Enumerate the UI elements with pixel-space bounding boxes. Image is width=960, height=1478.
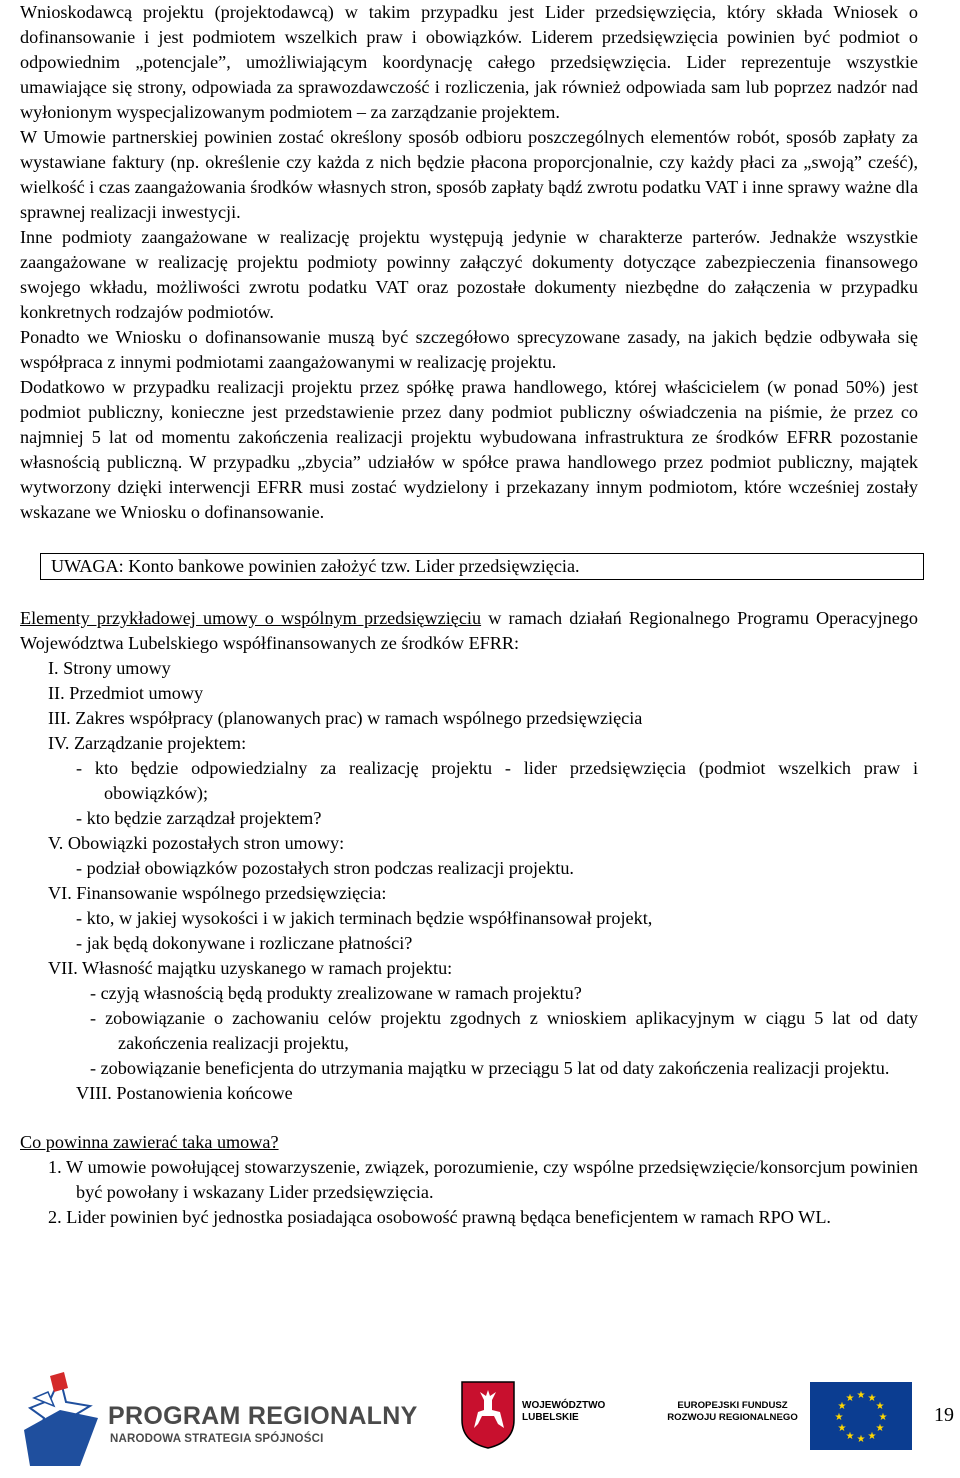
efrr-line1: EUROPEJSKI FUNDUSZ — [677, 1400, 788, 1411]
list-subitem: - jak będą dokonywane i rozliczane płatności? — [76, 933, 413, 953]
svg-text:★: ★ — [867, 1393, 877, 1404]
paragraph-ponadto: Ponadto we Wniosku o dofinansowanie muszą być szczegółowo sprecyzowane zasady, na jakich będzie odbywała się współpraca z innymi podmiotami zaangażowanymi w realizację projektu. — [20, 327, 918, 372]
list-item: II. Przedmiot umowy — [48, 683, 204, 703]
program-title: PROGRAM REGIONALNY — [108, 1402, 418, 1430]
wojewodztwo-line2: LUBELSKIE — [522, 1412, 579, 1423]
svg-text:★: ★ — [837, 1423, 847, 1434]
list-item: VII. Własność majątku uzyskanego w ramach projektu: — [48, 958, 453, 978]
answer-item: 1. W umowie powołującej stowarzyszenie, związek, porozumienie, czy wspólne przedsięwzięcie/konsorcjum powinien być powołany i wskazany Lider przedsięwzięcia. — [48, 1157, 918, 1202]
svg-text:★: ★ — [856, 1390, 866, 1401]
paragraph-dodatkowo: Dodatkowo w przypadku realizacji projektu przez spółkę prawa handlowego, której właścicielem (w ponad 50%) jest podmiot publiczny, konieczne jest przedstawienie przez dany podmiot publiczny oświadczenia na piśmie, że przez co najmniej 5 lat od momentu zakończenia realizacji projektu wybudowana infrastruktura ze środków EFRR pozostanie własnością publiczną. W przypadku „zbycia” udziałów w spółce prawa handlowego przez podmiot publiczny, majątek wytworzony dzięki interwencji EFRR musi zostać wydzielony i przekazany innym podmiotom, które wcześniej zostały wskazane we Wniosku o dofinansowanie. — [20, 377, 918, 522]
paragraph-lider: Wnioskodawcą projektu (projektodawcą) w takim przypadku jest Lider przedsięwzięcia, który składa Wniosek o dofinansowanie i jest podmiotem wszelkich praw i obowiązków. Liderem przedsięwzięcia powinien być podmiot o odpowiednim „potencjale”, umożliwiającym koordynację całego przedsięwzięcia. Lider reprezentuje wszystkie umawiające się strony, odpowiada za sprawozdawczość i rozliczenia, jak również odpowiada sam lub poprzez nadzór nad wyłonionym wyspecjalizowanym podmiotem – za zarządzanie projektem. — [20, 2, 918, 122]
list-subitem: - czyją własnością będą produkty zrealizowane w ramach projektu? — [90, 983, 582, 1003]
svg-text:★: ★ — [875, 1423, 885, 1434]
uwaga-box: UWAGA: Konto bankowe powinien założyć tzw. Lider przedsięwzięcia. — [40, 553, 924, 580]
svg-text:★: ★ — [845, 1431, 855, 1442]
list-item: I. Strony umowy — [48, 658, 171, 678]
list-subitem: - podział obowiązków pozostałych stron podczas realizacji projektu. — [76, 858, 574, 878]
program-subtitle: NARODOWA STRATEGIA SPÓJNOŚCI — [110, 1433, 324, 1445]
eu-flag-icon — [810, 1382, 912, 1450]
svg-text:★: ★ — [867, 1431, 877, 1442]
list-item: III. Zakres współpracy (planowanych prac) w ramach wspólnego przedsięwzięcia — [48, 708, 643, 728]
paragraph-inne-podmioty: Inne podmioty zaangażowane w realizację projektu występują jedynie w charakterze parterów. Jednakże wszystkie zaangażowane w realizację projektu podmioty powinny załączyć dokumenty dotyczące zabezpieczenia finansowego swojego wkładu, możliwości zwrotu podatku VAT oraz pozostałe dokumenty niezbędne do załączenia w przypadku konkretnych rodzajów podmiotów. — [20, 227, 918, 322]
svg-text:★: ★ — [845, 1393, 855, 1404]
program-regionalny-logo-icon — [20, 1370, 102, 1470]
question-title: Co powinna zawierać taka umowa? — [20, 1132, 279, 1152]
efrr-line2: ROZWOJU REGIONALNEGO — [667, 1412, 798, 1423]
svg-text:★: ★ — [875, 1401, 885, 1412]
list-subitem: - kto będzie zarządzał projektem? — [76, 808, 322, 828]
page-number: 19 — [934, 1404, 954, 1426]
list-item: IV. Zarządzanie projektem: — [48, 733, 247, 753]
document-page — [20, 0, 918, 1230]
list-subitem: - kto, w jakiej wysokości i w jakich terminach będzie współfinansował projekt, — [76, 908, 653, 928]
footer — [0, 1370, 960, 1478]
svg-text:★: ★ — [856, 1434, 866, 1445]
list-item: VIII. Postanowienia końcowe — [76, 1083, 293, 1103]
list-item: VI. Finansowanie wspólnego przedsięwzięcia: — [48, 883, 387, 903]
coat-of-arms-icon — [460, 1380, 516, 1450]
svg-text:★: ★ — [878, 1412, 888, 1423]
paragraph-umowa-partnerska: W Umowie partnerskiej powinien zostać określony sposób odbioru poszczególnych elementów robót, sposób zapłaty za wystawiane faktury (np. określenie czy każda z nich będzie płacona proporcjonalnie, czy każdy płaci za „swoją” cześć), wielkość i czas zaangażowania środków własnych stron, sposób zapłaty bądź zwrotu podatku VAT i inne sprawy ważne dla sprawnej realizacji inwestycji. — [20, 127, 919, 222]
list-item: V. Obowiązki pozostałych stron umowy: — [48, 833, 345, 853]
wojewodztwo-line1: WOJEWÓDZTWO — [522, 1400, 606, 1411]
elements-title-rest: w ramach działań Regionalnego Programu Operacyjnego Województwa Lubelskiego współfinansowanych ze środków EFRR: — [20, 608, 918, 653]
elements-title-underlined: Elementy przykładowej umowy o wspólnym przedsięwzięciu — [20, 608, 482, 628]
elements-title — [20, 606, 918, 656]
efrr-label — [660, 1400, 805, 1424]
list-subitem: - zobowiązanie o zachowaniu celów projektu zgodnych z wnioskiem aplikacyjnym w ciągu 5 lat od daty zakończenia realizacji projektu, — [90, 1008, 918, 1053]
wojewodztwo-label — [522, 1400, 605, 1424]
list-subitem: - zobowiązanie beneficjenta do utrzymania majątku w przeciągu 5 lat od daty zakończenia realizacji projektu. — [90, 1058, 890, 1078]
list-subitem: - kto będzie odpowiedzialny za realizację projektu - lider przedsięwzięcia (podmiot wszelkich praw i obowiązków); — [76, 758, 918, 803]
answer-item: 2. Lider powinien być jednostka posiadająca osobowość prawną będąca beneficjentem w ramach RPO WL. — [48, 1207, 831, 1227]
svg-text:★: ★ — [837, 1401, 847, 1412]
svg-text:★: ★ — [834, 1412, 844, 1423]
